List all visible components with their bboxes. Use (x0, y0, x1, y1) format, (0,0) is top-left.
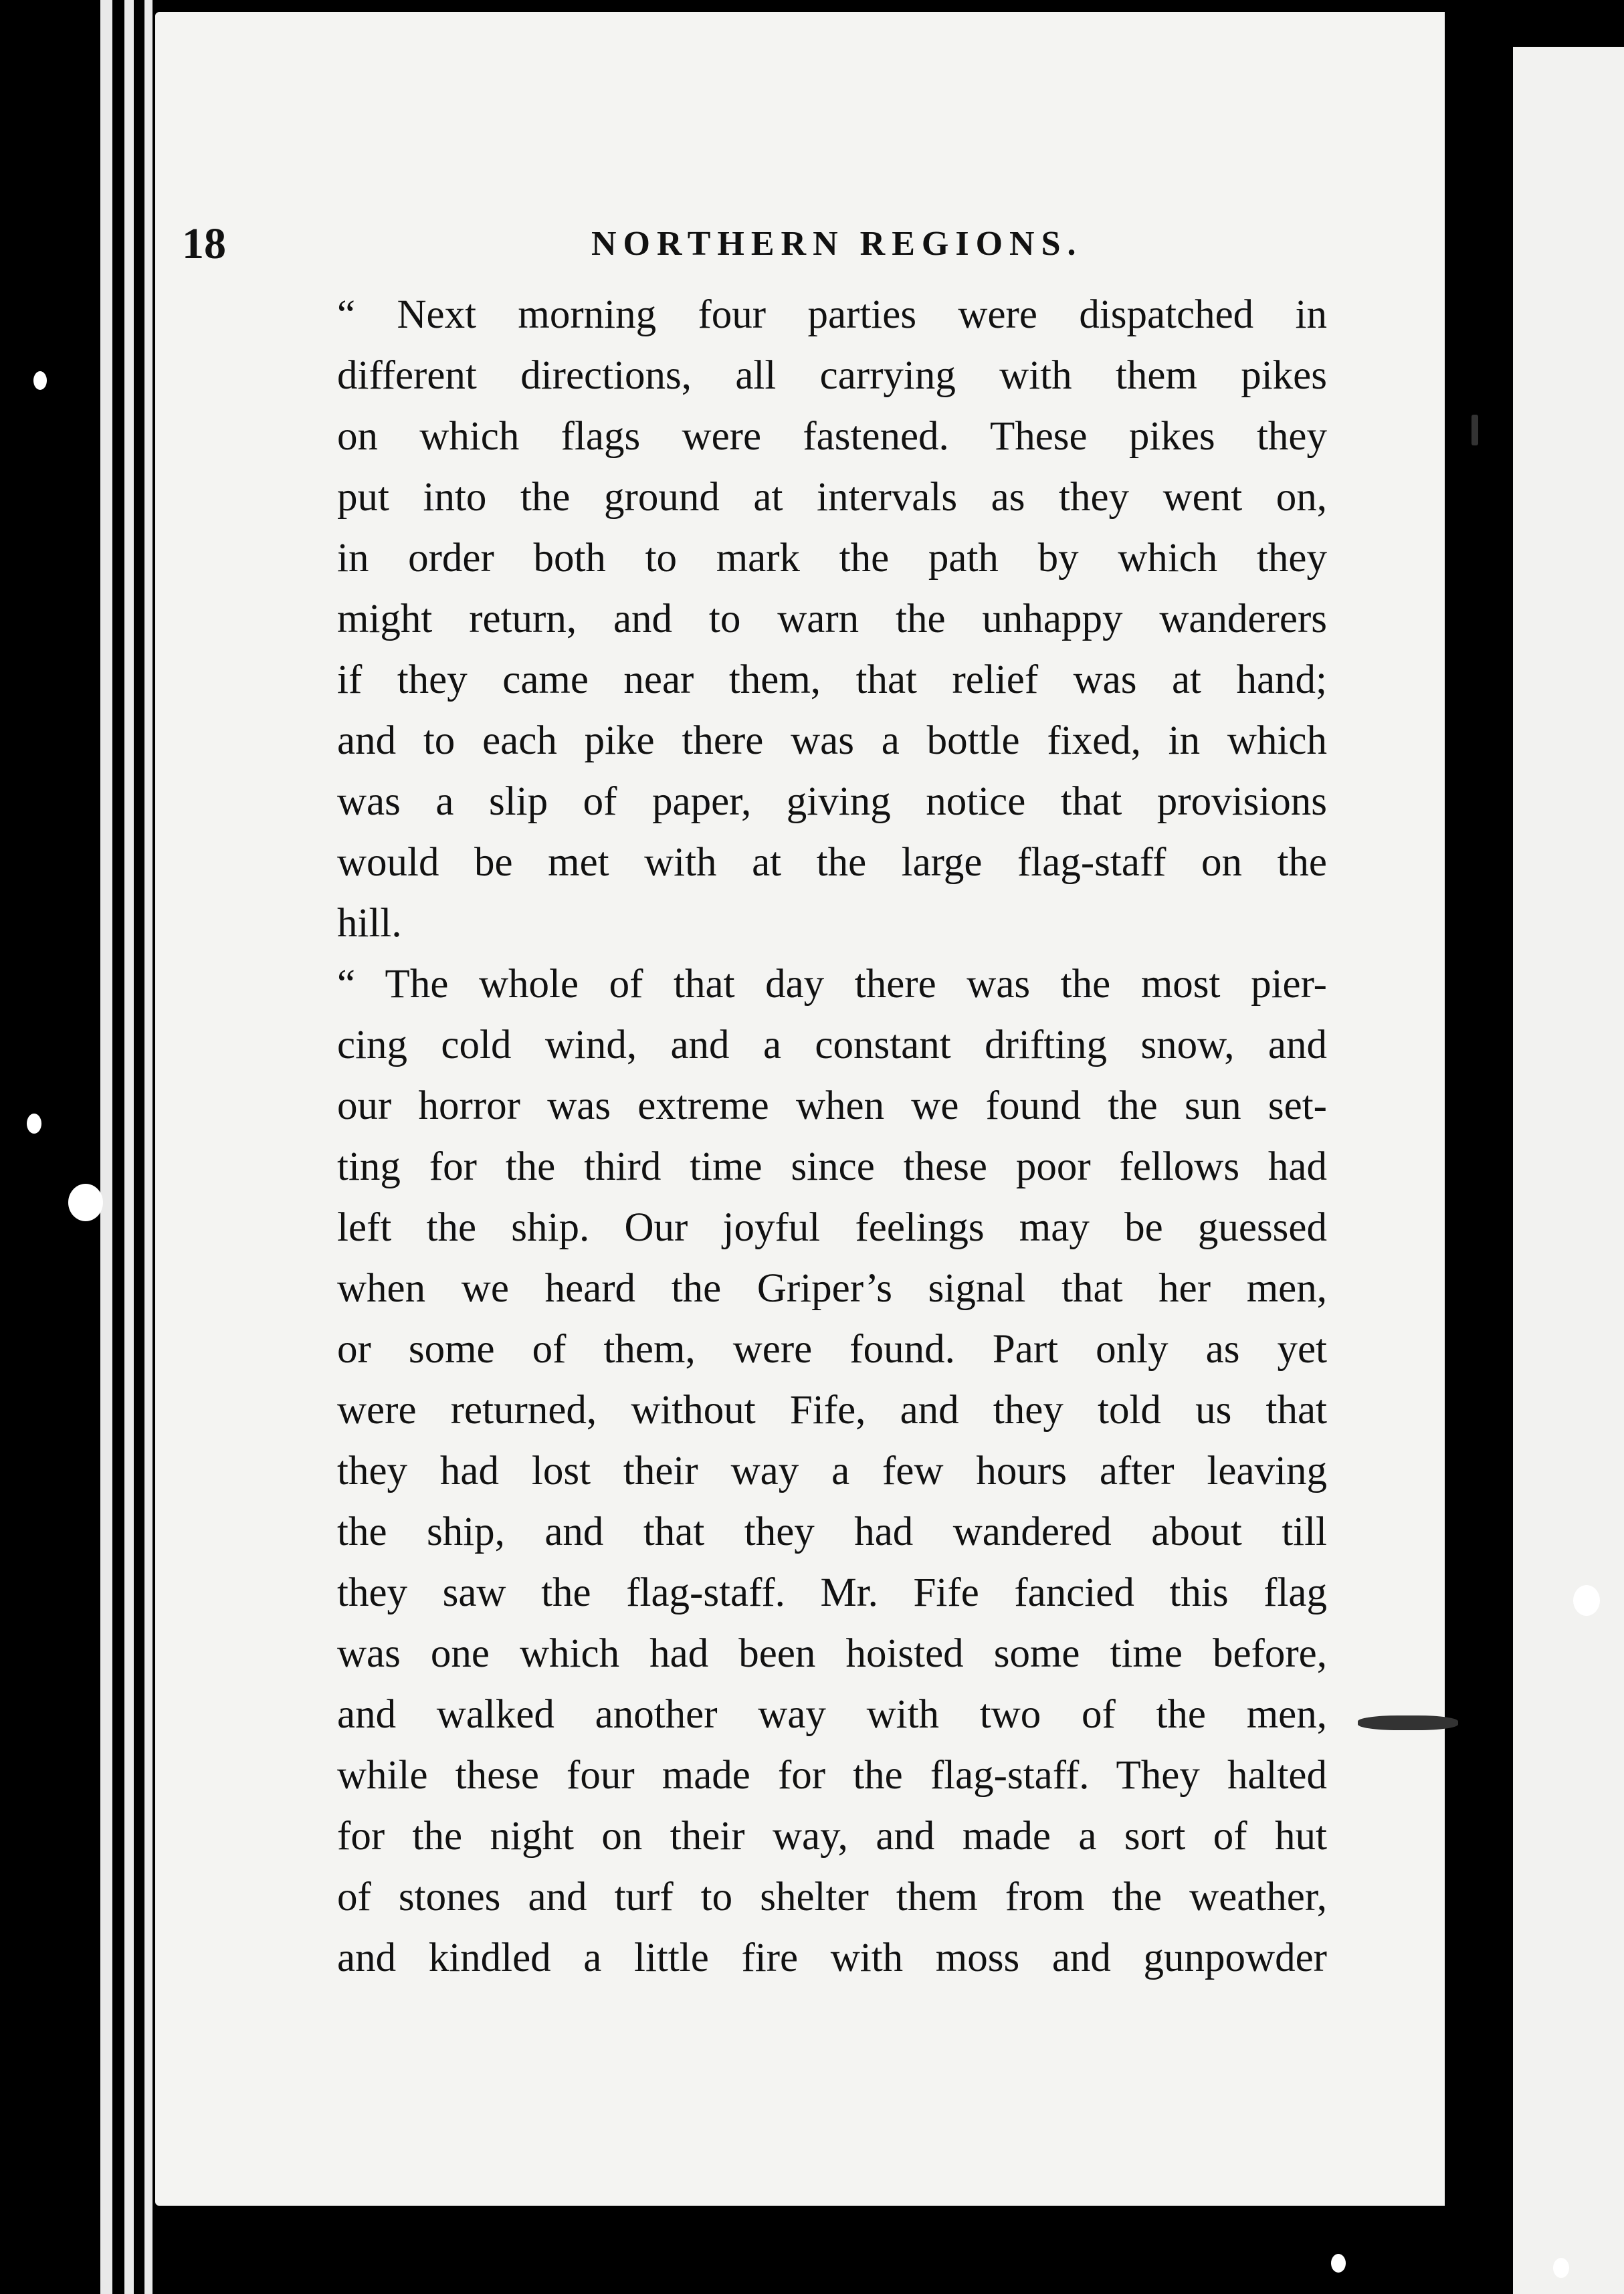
text-line: “ Next morning four parties were dispatched in (337, 292, 1327, 337)
running-head (182, 211, 1105, 278)
text-line: in order both to mark the path by which they (337, 536, 1327, 581)
text-line: they had lost their way a few hours after leaving (337, 1449, 1327, 1493)
text-line: hill. (337, 901, 402, 946)
text-line: left the ship. Our joyful feelings may be guessed (337, 1205, 1327, 1250)
scan-speck (68, 1184, 103, 1221)
text-line: for the night on their way, and made a sort of hut (337, 1814, 1327, 1859)
text-line: on which flags were fastened. These pikes they (337, 414, 1327, 459)
text-line: while these four made for the flag-staff. They halted (337, 1753, 1327, 1798)
text-line: were returned, without Fife, and they told us that (337, 1388, 1327, 1433)
book-edge (124, 0, 134, 2294)
text-line: the ship, and that they had wandered about till (337, 1509, 1327, 1554)
facing-page-edge (1513, 47, 1624, 2294)
running-title: NORTHERN REGIONS. (591, 225, 1083, 263)
scan-speck (1471, 415, 1478, 445)
text-line: cing cold wind, and a constant drifting snow, and (337, 1023, 1327, 1067)
text-line: if they came near them, that relief was at hand; (337, 657, 1327, 702)
scan-speck (1553, 2258, 1569, 2278)
text-line: ting for the third time since these poor fellows had (337, 1144, 1327, 1189)
text-line: “ The whole of that day there was the most pier- (337, 962, 1327, 1007)
text-line: when we heard the Griper’s signal that her men, (337, 1266, 1327, 1311)
text-line: different directions, all carrying with them pikes (337, 353, 1327, 398)
text-line: or some of them, were found. Part only as yet (337, 1327, 1327, 1372)
text-line: our horror was extreme when we found the sun set- (337, 1083, 1327, 1128)
text-line: was one which had been hoisted some time before, (337, 1631, 1327, 1676)
text-line: was a slip of paper, giving notice that provisions (337, 779, 1327, 824)
text-line: and walked another way with two of the men, (337, 1692, 1327, 1737)
text-line: they saw the flag-staff. Mr. Fife fancied this flag (337, 1570, 1327, 1615)
page-number: 18 (182, 219, 226, 268)
book-edge (144, 0, 153, 2294)
text-line: of stones and turf to shelter them from the weather, (337, 1875, 1327, 1919)
text-line: and kindled a little fire with moss and gunpowder (337, 1936, 1327, 1980)
scan-speck (1331, 2254, 1346, 2273)
text-line: put into the ground at intervals as they went on, (337, 475, 1327, 520)
text-line: might return, and to warn the unhappy wanderers (337, 597, 1327, 641)
scan-speck (33, 371, 47, 390)
text-line: and to each pike there was a bottle fixed, in which (337, 718, 1327, 763)
book-edge (100, 0, 112, 2294)
scan-speck (27, 1114, 41, 1134)
body-text (337, 284, 1327, 1988)
text-line: would be met with at the large flag-staff on the (337, 840, 1327, 885)
scan-speck (1573, 1585, 1600, 1616)
scan-speck (1358, 1715, 1458, 1730)
